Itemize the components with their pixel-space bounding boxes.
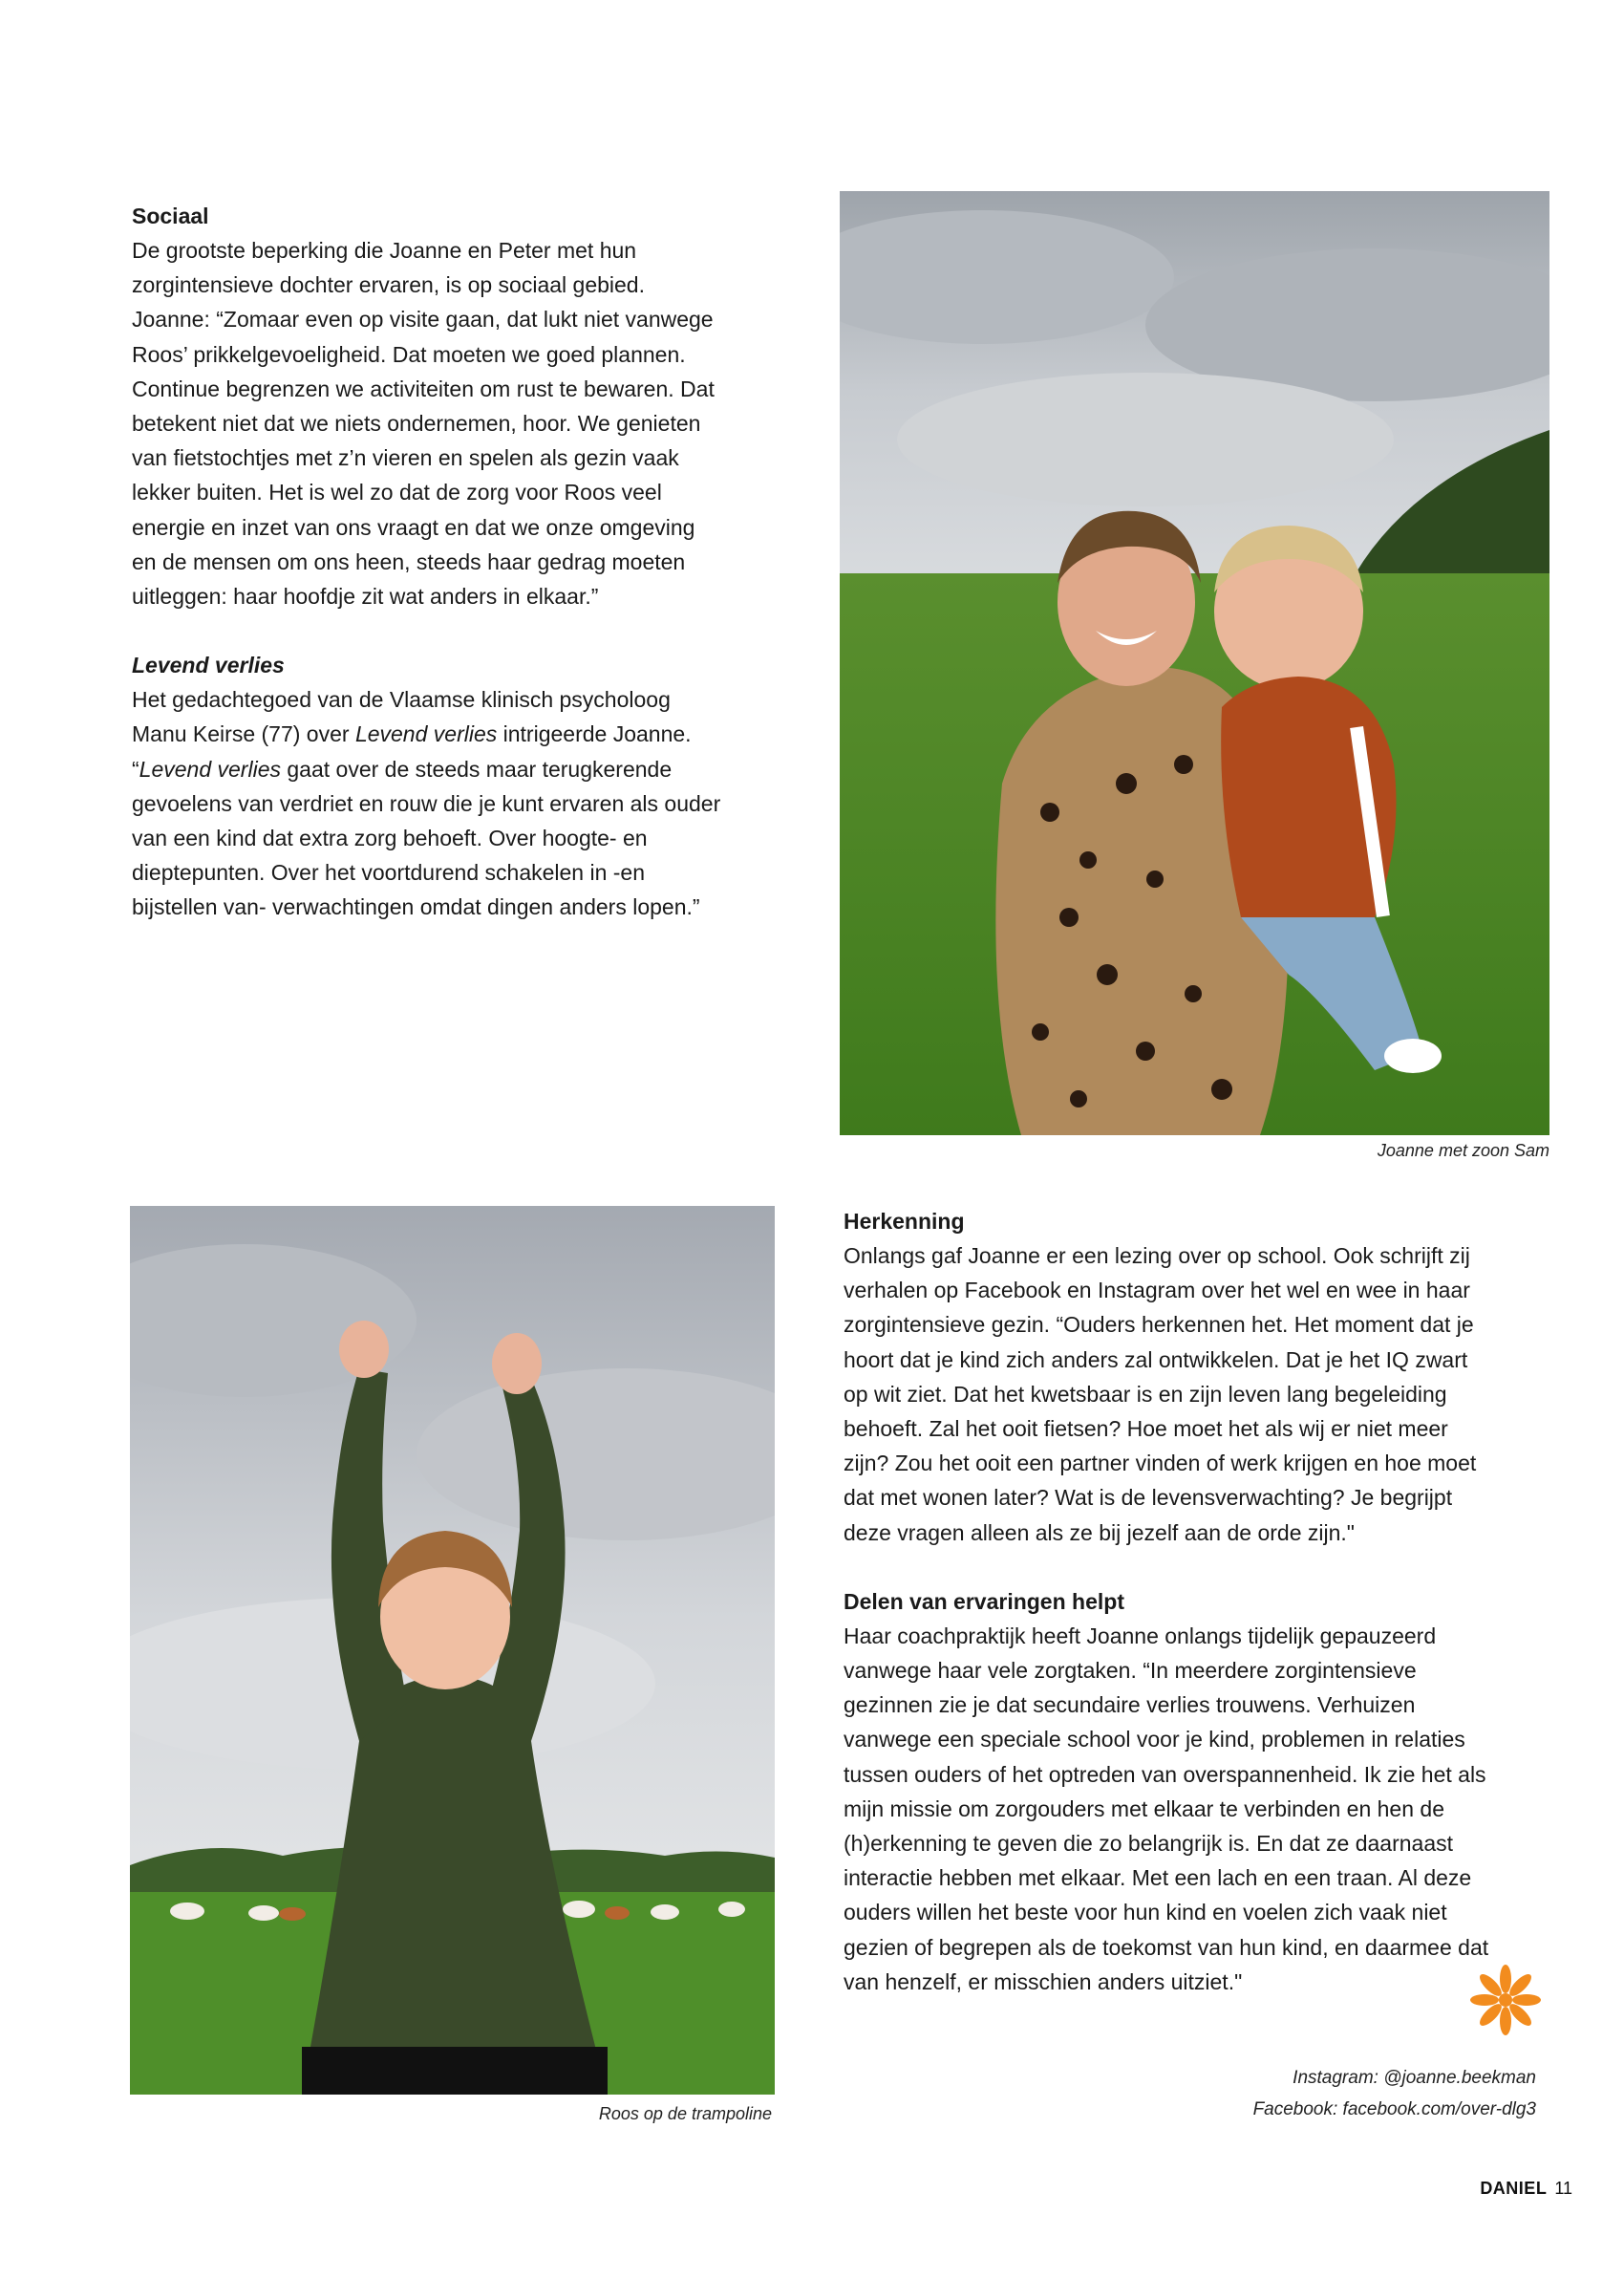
paragraph-levend-verlies [132, 682, 801, 924]
text-line: van henzelf, er misschien anders uitziet." [844, 1968, 1243, 1994]
italic-term: Levend verlies [139, 756, 281, 782]
text-line: gevoelens van verdriet en rouw die je kunt ervaren als ouder [132, 790, 721, 816]
text-line: interactie hebben met elkaar. Met een lach en een traan. Al deze [844, 1865, 1472, 1891]
text-line [132, 752, 801, 786]
facebook-credit: Facebook: facebook.com/over-dlg3 [1252, 2099, 1536, 2119]
text-line: betekent niet dat we niets ondernemen, hoor. We genieten [132, 411, 701, 437]
text-line: ouders willen het beste voor hun kind en voelen zich vaak niet [844, 1900, 1447, 1925]
photo-roos-trampoline-image [130, 1206, 775, 2095]
text-line: behoeft. Zal het ooit fietsen? Hoe moet het als wij er niet meer [844, 1416, 1448, 1442]
text-line: lekker buiten. Het is wel zo dat de zorg voor Roos veel [132, 480, 662, 505]
paragraph-herkenning [844, 1238, 1570, 1550]
paragraph-delen [844, 1619, 1570, 1999]
text-line: De grootste beperking die Joanne en Peter met hun [132, 238, 637, 263]
text-line: vanwege haar vele zorgtaken. “In meerdere zorgintensieve [844, 1658, 1417, 1684]
text-line: verhalen op Facebook en Instagram over het wel en wee in haar [844, 1278, 1470, 1303]
flower-ornament-icon [1467, 1962, 1544, 2038]
text-run: “ [132, 756, 139, 782]
text-line: Roos’ prikkelgevoeligheid. Dat moeten we goed plannen. [132, 341, 686, 367]
text-line: zorgintensieve gezin. “Ouders herkennen het. Het moment dat je [844, 1312, 1474, 1338]
text-line: dat met wonen later? Wat is de levensverwachting? Je begrijpt [844, 1485, 1453, 1511]
text-line: van een kind dat extra zorg behoeft. Over hoogte- en [132, 826, 648, 851]
text-line: Continue begrenzen we activiteiten om rust te bewaren. Dat [132, 376, 715, 401]
text-line: tussen ouders of het optreden van overspannenheid. Ik zie het als [844, 1761, 1486, 1787]
caption-photo-roos: Roos op de trampoline [598, 2104, 772, 2123]
text-run: gaat over de steeds maar terugkerende [280, 756, 673, 782]
text-line: mijn missie om zorgouders met elkaar te verbinden en hen de [844, 1795, 1444, 1821]
page-footer [1480, 2179, 1572, 2199]
section-heading-levend-verlies: Levend verlies [132, 653, 285, 678]
text-line: van fietstochtjes met z’n vieren en spelen als gezin vaak [132, 445, 679, 471]
text-line: zijn? Zou het ooit een partner vinden of werk krijgen en hoe moet [844, 1451, 1477, 1476]
text-line: en de mensen om ons heen, steeds haar gedrag moeten [132, 548, 686, 574]
left-column-text [132, 199, 801, 925]
instagram-credit: Instagram: @joanne.beekman [1293, 2068, 1536, 2088]
right-column-text [844, 1204, 1570, 1999]
photo-roos-trampoline [130, 1206, 775, 2095]
text-line: gezien of begrepen als de toekomst van hun kind, en daarmee dat [844, 1934, 1489, 1960]
text-line: energie en inzet van ons vraagt en dat we onze omgeving [132, 514, 695, 540]
text-line: (h)erkenning te geven die zo belangrijk is. En dat ze daarnaast [844, 1831, 1454, 1857]
text-line [132, 717, 801, 751]
text-line: hoort dat je kind zich anders zal ontwikkelen. Dat je het IQ zwart [844, 1346, 1468, 1372]
section-heading-herkenning: Herkenning [844, 1209, 965, 1234]
social-credits [1253, 2062, 1536, 2125]
photo-joanne-with-son [840, 191, 1549, 1135]
text-run: intrigeerde Joanne. [497, 721, 692, 747]
text-line: zorgintensieve dochter ervaren, is op sociaal gebied. [132, 272, 645, 298]
italic-term: Levend verlies [354, 721, 498, 747]
text-line: dieptepunten. Over het voortdurend schakelen in -en [132, 860, 646, 886]
photo-joanne-with-son-image [840, 191, 1549, 1135]
text-line: deze vragen alleen als ze bij jezelf aan de orde zijn." [844, 1519, 1355, 1545]
text-line: uitleggen: haar hoofdje zit wat anders in elkaar.” [132, 584, 599, 610]
flower-ornament-svg [1467, 1962, 1544, 2038]
paragraph-sociaal [132, 233, 801, 613]
text-line: vanwege een speciale school voor je kind, problemen in relaties [844, 1727, 1465, 1752]
text-line: Haar coachpraktijk heeft Joanne onlangs tijdelijk gepauzeerd [844, 1623, 1437, 1648]
text-line: Onlangs gaf Joanne er een lezing over op school. Ook schrijft zij [844, 1243, 1470, 1268]
text-line: Het gedachtegoed van de Vlaamse klinisch psycholoog [132, 687, 671, 713]
text-line: gezinnen zie je dat secundaire verlies trouwens. Verhuizen [844, 1692, 1416, 1718]
section-heading-delen: Delen van ervaringen helpt [844, 1588, 1124, 1614]
section-heading-sociaal: Sociaal [132, 204, 209, 228]
text-run: Manu Keirse (77) over [132, 721, 355, 747]
magazine-brand: DANIEL [1480, 2179, 1548, 2198]
text-line: Joanne: “Zomaar even op visite gaan, dat lukt niet vanwege [132, 307, 714, 333]
caption-photo-joanne: Joanne met zoon Sam [1377, 1141, 1549, 1160]
text-line: op wit ziet. Dat het kwetsbaar is en zijn leven lang begeleiding [844, 1381, 1447, 1407]
page-number: 11 [1554, 2179, 1572, 2198]
text-line: bijstellen van- verwachtingen omdat dingen anders lopen.” [132, 894, 700, 920]
